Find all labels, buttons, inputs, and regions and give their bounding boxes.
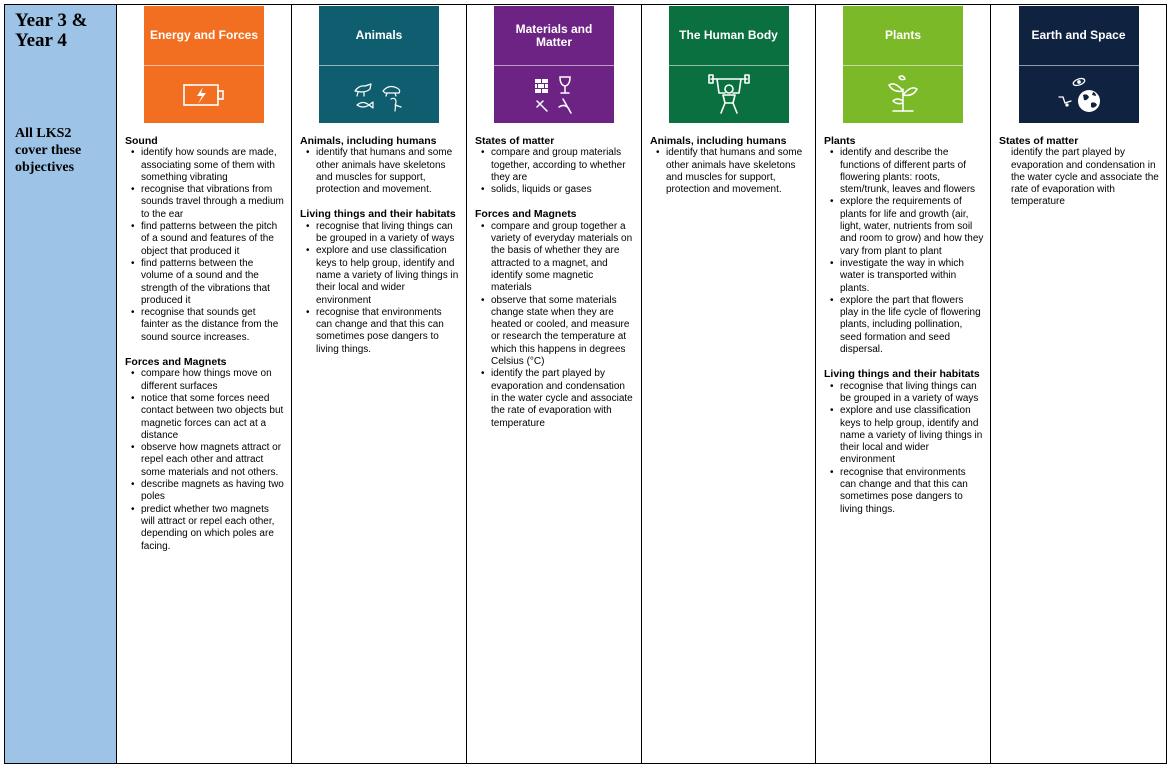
list-item: • solids, liquids or gases (491, 184, 635, 196)
list-item: • notice that some forces need contact between two objects but magnetic forces can act at a distance (141, 393, 285, 442)
list-item: • recognise that vibrations from sounds travel through a medium to the ear (141, 184, 285, 221)
topic-title: Plants (843, 6, 963, 66)
objectives: Sound • identify how sounds are made, associating some of them with something vibrating • recognise that vibrations from sounds travel through a medium to the ear • find patterns between the pitch of a sound and features of the object that produced it • find patterns between the volume of a sound and the strength of the vibrations that produced it • recognise that sounds get fainter as the distance from the sound source increases. Forces and Magnets • compare how things move on different surfaces • notice that some forces need contact between two objects but magnetic forces can act at a distance • observe how magnets attract or repel each other and attract some materials and not others. • describe magnets as having two poles • predict whether two magnets will attract or repel each other, depending on which poles are facing. (117, 123, 291, 553)
objectives: States of matter • compare and group materials together, according to whether they are • solids, liquids or gases Forces and Magnets • compare and group together a variety of everyday materials on the basis of whether they are attracted to a magnet, and identify some magnetic materials • observe that some materials change state when they are heated or cooled, and measure or research the temperature at which this happens in degrees Celsius (°C) • identify the part played by evaporation and condensation in the water cycle and associate the rate of evaporation with temperature (467, 123, 641, 430)
topic-tile (319, 6, 439, 123)
objective-list (824, 147, 984, 356)
list-item: • explore and use classification keys to help group, identify and name a variety of living things in their local and wider environment (316, 245, 460, 306)
topic-tile (1019, 6, 1139, 123)
list-item: • describe magnets as having two poles (141, 479, 285, 504)
objective-list (475, 221, 635, 430)
list-item: • explore and use classification keys to help group, identify and name a variety of living things in their local and wider environment (840, 405, 984, 466)
sprout-icon (883, 75, 923, 115)
weightlifter-icon (707, 73, 751, 117)
list-item: • identify that humans and some other animals have skeletons and muscles for support, protection and movement. (316, 147, 460, 196)
objective-list (300, 147, 460, 196)
objective-list (125, 368, 285, 552)
battery-icon (181, 80, 227, 110)
list-item: • recognise that living things can be grouped in a variety of ways (840, 381, 984, 406)
column-plants (816, 5, 991, 764)
topic-title: Energy and Forces (144, 6, 264, 66)
list-item: • identify how sounds are made, associating some of them with something vibrating (141, 147, 285, 184)
list-item: • compare how things move on different surfaces (141, 368, 285, 393)
list-item: • recognise that environments can change and that this can sometimes pose dangers to living things. (840, 467, 984, 516)
topic-title: Earth and Space (1019, 6, 1139, 66)
topic-tile (843, 6, 963, 123)
list-item: • recognise that sounds get fainter as the distance from the sound source increases. (141, 307, 285, 344)
column-materials-and-matter (467, 5, 642, 764)
topic-tile (144, 6, 264, 123)
column-earth-and-space (991, 5, 1167, 764)
list-item: • investigate the way in which water is transported within plants. (840, 258, 984, 295)
list-item: • identify and describe the functions of different parts of flowering plants: roots, stem/trunk, leaves and flowers (840, 147, 984, 196)
list-item: • observe how magnets attract or repel each other and attract some materials and not others. (141, 442, 285, 479)
list-item: • identify that humans and some other animals have skeletons and muscles for support, protection and movement. (666, 147, 809, 196)
objectives: Animals, including humans • identify that humans and some other animals have skeletons and muscles for support, protection and movement. Living things and their habitats • recognise that living things can be grouped in a variety of ways • explore and use classification keys to help group, identify and name a variety of living things in their local and wider environment • recognise that environments can change and that this can sometimes pose dangers to living things. (292, 123, 466, 356)
topic-tile (669, 6, 789, 123)
column-the-human-body (642, 5, 816, 764)
topic-title: The Human Body (669, 6, 789, 66)
list-item: • recognise that living things can be grouped in a variety of ways (316, 221, 460, 246)
materials-icon (529, 73, 579, 117)
list-item: • find patterns between the pitch of a sound and features of the object that produced it (141, 221, 285, 258)
list-item: • recognise that environments can change and that this can sometimes pose dangers to living things. (316, 307, 460, 356)
year-subtitle: All LKS2 cover these objectives (15, 126, 82, 175)
list-item: • compare and group materials together, according to whether they are (491, 147, 635, 184)
animals-icon (349, 75, 409, 115)
year-sidebar (5, 5, 117, 764)
objective-list (300, 221, 460, 356)
list-item: • compare and group together a variety of everyday materials on the basis of whether they are attracted to a magnet, and identify some magnetic materials (491, 221, 635, 295)
earth-icon (1051, 75, 1107, 115)
column-energy-and-forces (117, 5, 292, 764)
objectives: Animals, including humans • identify that humans and some other animals have skeletons and muscles for support, protection and movement. (642, 123, 815, 196)
objectives: States of matter identify the part played by evaporation and condensation in the water cycle and associate the rate of evaporation with temperature (999, 135, 1159, 208)
curriculum-table (4, 4, 1167, 764)
objective-list (125, 147, 285, 344)
column-animals (292, 5, 467, 764)
topic-title: Animals (319, 6, 439, 66)
list-item: • predict whether two magnets will attract or repel each other, depending on which poles are facing. (141, 504, 285, 553)
objective-list (475, 147, 635, 196)
topic-title: Materials and Matter (494, 6, 614, 66)
objective-list (824, 381, 984, 516)
topic-tile (494, 6, 614, 123)
list-item: • identify the part played by evaporation and condensation in the water cycle and associate the rate of evaporation with temperature (491, 368, 635, 429)
objective-list (650, 147, 809, 196)
list-item: • observe that some materials change state when they are heated or cooled, and measure or research the temperature at which this happens in degrees Celsius (°C) (491, 295, 635, 369)
list-item: • explore the requirements of plants for life and growth (air, light, water, nutrients from soil and room to grow) and how they vary from plant to plant (840, 196, 984, 257)
objectives: Plants • identify and describe the functions of different parts of flowering plants: roots, stem/trunk, leaves and flowers • explore the requirements of plants for life and growth (air, light, water, nutrients from soil and room to grow) and how they vary from plant to plant • investigate the way in which water is transported within plants. • explore the part that flowers play in the life cycle of flowering plants, including pollination, seed formation and seed dispersal. Living things and their habitats • recognise that living things can be grouped in a variety of ways • explore and use classification keys to help group, identify and name a variety of living things in their local and wider environment • recognise that environments can change and that this can sometimes pose dangers to living things. (816, 123, 990, 516)
objective-text: identify the part played by evaporation and condensation in the water cycle and associate the rate of evaporation with temperature (1011, 147, 1159, 208)
year-title: Year 3 & Year 4 (15, 10, 88, 51)
list-item: • explore the part that flowers play in the life cycle of flowering plants, including pollination, seed formation and seed dispersal. (840, 295, 984, 356)
list-item: • find patterns between the volume of a sound and the strength of the vibrations that produced it (141, 258, 285, 307)
